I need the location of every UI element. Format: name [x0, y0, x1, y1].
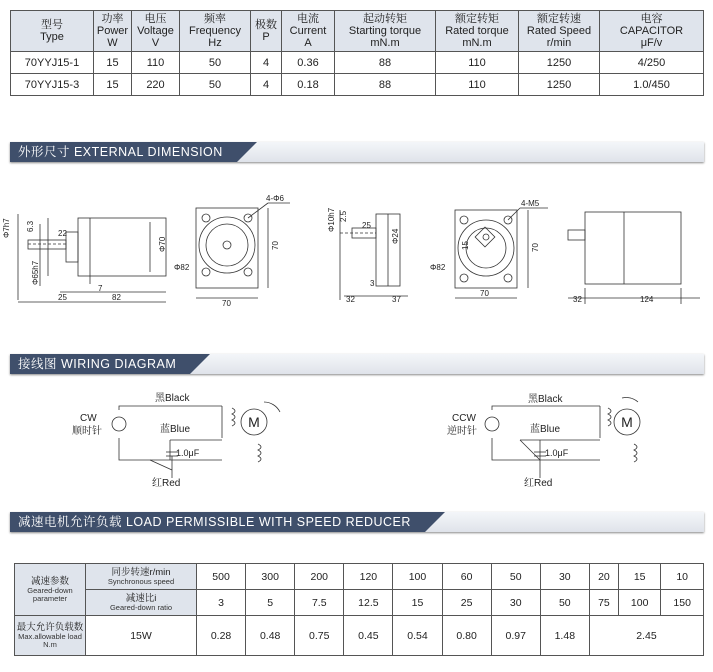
dim-label: Φ7h7 [2, 218, 11, 238]
load-cell: 0.80 [442, 616, 491, 656]
ratio-cell: 50 [540, 590, 589, 616]
wire-label-black: 黑Black [155, 393, 190, 404]
section-title-load: 减速电机允许负载 LOAD PERMISSIBLE WITH SPEED REDUCER [10, 512, 425, 532]
header-current: 电流 Current A [282, 11, 335, 52]
dim-label: 2.5 [339, 210, 348, 222]
ratio-cell: 25 [442, 590, 491, 616]
motor-symbol: M [621, 414, 633, 430]
dim-label: Φ10h7 [327, 207, 336, 232]
dim-label: Φ24 [391, 228, 400, 244]
wiring-direction-cn: 逆时针 [447, 426, 477, 437]
speed-cell: 200 [295, 564, 344, 590]
cell-rated-speed: 1250 [519, 52, 600, 74]
wire-label-blue: 蓝Blue [160, 424, 191, 435]
dim-label: 7 [98, 284, 103, 293]
speed-cell: 100 [393, 564, 442, 590]
dim-label: 15 [461, 241, 470, 250]
cell-current: 0.36 [282, 52, 335, 74]
dim-label: 124 [640, 295, 654, 304]
load-cell: 0.54 [393, 616, 442, 656]
load-ratio-header: 减速比i Geared-down ratio [86, 590, 197, 616]
header-type: 型号 Type [11, 11, 94, 52]
dim-label: 6.3 [26, 220, 35, 232]
load-power-cell: 15W [86, 616, 197, 656]
cell-type: 70YYJ15-1 [11, 52, 94, 74]
dim-label: Φ70 [158, 236, 167, 252]
wiring-ccw [447, 393, 640, 489]
load-row-ratio [15, 590, 704, 616]
cell-starting-torque: 88 [335, 74, 436, 96]
dim-label: 32 [346, 295, 355, 304]
cell-type: 70YYJ15-3 [11, 74, 94, 96]
capacitor-label: 1.0μF [545, 448, 569, 458]
load-sync-header: 同步转速r/min Synchronous speed [86, 564, 197, 590]
cell-frequency: 50 [180, 74, 251, 96]
cell-voltage: 220 [132, 74, 180, 96]
dim-label: Φ82 [174, 263, 190, 272]
dim-label: 4-Φ6 [266, 194, 284, 203]
speed-cell: 300 [246, 564, 295, 590]
wiring-direction: CW [80, 413, 97, 424]
ratio-cell: 75 [589, 590, 618, 616]
load-cell: 0.28 [197, 616, 246, 656]
header-power: 功率 Power W [94, 11, 132, 52]
load-cell: 0.75 [295, 616, 344, 656]
header-capacitor: 电容 CAPACITOR μF/v [600, 11, 704, 52]
cell-voltage: 110 [132, 52, 180, 74]
capacitor-label: 1.0μF [176, 448, 200, 458]
speed-cell: 500 [197, 564, 246, 590]
motor-side-view-1 [18, 214, 166, 302]
dim-label: 37 [392, 295, 401, 304]
header-starting-torque: 起动转矩 Starting torque mN.m [335, 11, 436, 52]
load-row-speed [15, 564, 704, 590]
load-cell: 2.45 [589, 616, 703, 656]
dim-label: 4-M5 [521, 199, 540, 208]
dim-label: 70 [271, 241, 280, 250]
header-voltage: 电压 Voltage V [132, 11, 180, 52]
header-rated-torque: 额定转矩 Rated torque mN.m [436, 11, 519, 52]
ratio-cell: 30 [491, 590, 540, 616]
ratio-cell: 7.5 [295, 590, 344, 616]
cell-capacitor: 1.0/450 [600, 74, 704, 96]
load-row-max [15, 616, 704, 656]
speed-cell: 15 [618, 564, 660, 590]
cell-power: 15 [94, 52, 132, 74]
cell-poles: 4 [251, 52, 282, 74]
ratio-cell: 12.5 [344, 590, 393, 616]
header-poles: 极数 P [251, 11, 282, 52]
cell-rated-torque: 110 [436, 74, 519, 96]
wiring-direction-cn: 顺时针 [72, 426, 102, 437]
wiring-direction: CCW [452, 413, 476, 424]
section-title-external: 外形尺寸 EXTERNAL DIMENSION [10, 142, 237, 162]
cell-poles: 4 [251, 74, 282, 96]
load-cell: 0.97 [491, 616, 540, 656]
motor-long-view [568, 212, 700, 304]
motor-front-view-2 [455, 208, 548, 298]
wiring-cw [72, 392, 280, 489]
dim-label: 70 [222, 299, 231, 308]
dim-label: 22 [58, 229, 67, 238]
cell-frequency: 50 [180, 52, 251, 74]
cell-power: 15 [94, 74, 132, 96]
ratio-cell: 150 [661, 590, 704, 616]
cell-rated-speed: 1250 [519, 74, 600, 96]
ratio-cell: 3 [197, 590, 246, 616]
section-title-wiring: 接线图 WIRING DIAGRAM [10, 354, 190, 374]
speed-cell: 20 [589, 564, 618, 590]
wire-label-red: 红Red [152, 478, 181, 489]
dim-label: 70 [480, 289, 489, 298]
load-table [14, 563, 704, 656]
load-cell: 0.48 [246, 616, 295, 656]
wire-label-black: 黑Black [528, 394, 563, 405]
motor-symbol: M [248, 414, 260, 430]
dim-label: Φ65h7 [31, 260, 40, 285]
speed-cell: 120 [344, 564, 393, 590]
ratio-cell: 100 [618, 590, 660, 616]
ratio-cell: 15 [393, 590, 442, 616]
header-rated-speed: 额定转速 Rated Speed r/min [519, 11, 600, 52]
wire-label-blue: 蓝Blue [530, 424, 561, 435]
cell-capacitor: 4/250 [600, 52, 704, 74]
load-max-header: 最大允许负载数 Max.allowable load N.m [15, 616, 86, 656]
wire-label-red: 红Red [524, 478, 553, 489]
dim-label: 25 [362, 221, 371, 230]
cell-current: 0.18 [282, 74, 335, 96]
header-frequency: 频率 Frequency Hz [180, 11, 251, 52]
dim-label: 3 [370, 279, 375, 288]
dim-label: 32 [573, 295, 582, 304]
load-cell: 0.45 [344, 616, 393, 656]
load-cell: 1.48 [540, 616, 589, 656]
cell-rated-torque: 110 [436, 52, 519, 74]
dim-label: 82 [112, 293, 121, 302]
speed-cell: 30 [540, 564, 589, 590]
dim-label: Φ82 [430, 263, 446, 272]
load-param-header: 减速参数 Geared-down parameter [15, 564, 86, 616]
ratio-cell: 5 [246, 590, 295, 616]
speed-cell: 10 [661, 564, 704, 590]
dim-label: 25 [58, 293, 67, 302]
speed-cell: 60 [442, 564, 491, 590]
speed-cell: 50 [491, 564, 540, 590]
dim-label: 70 [531, 243, 540, 252]
cell-starting-torque: 88 [335, 52, 436, 74]
